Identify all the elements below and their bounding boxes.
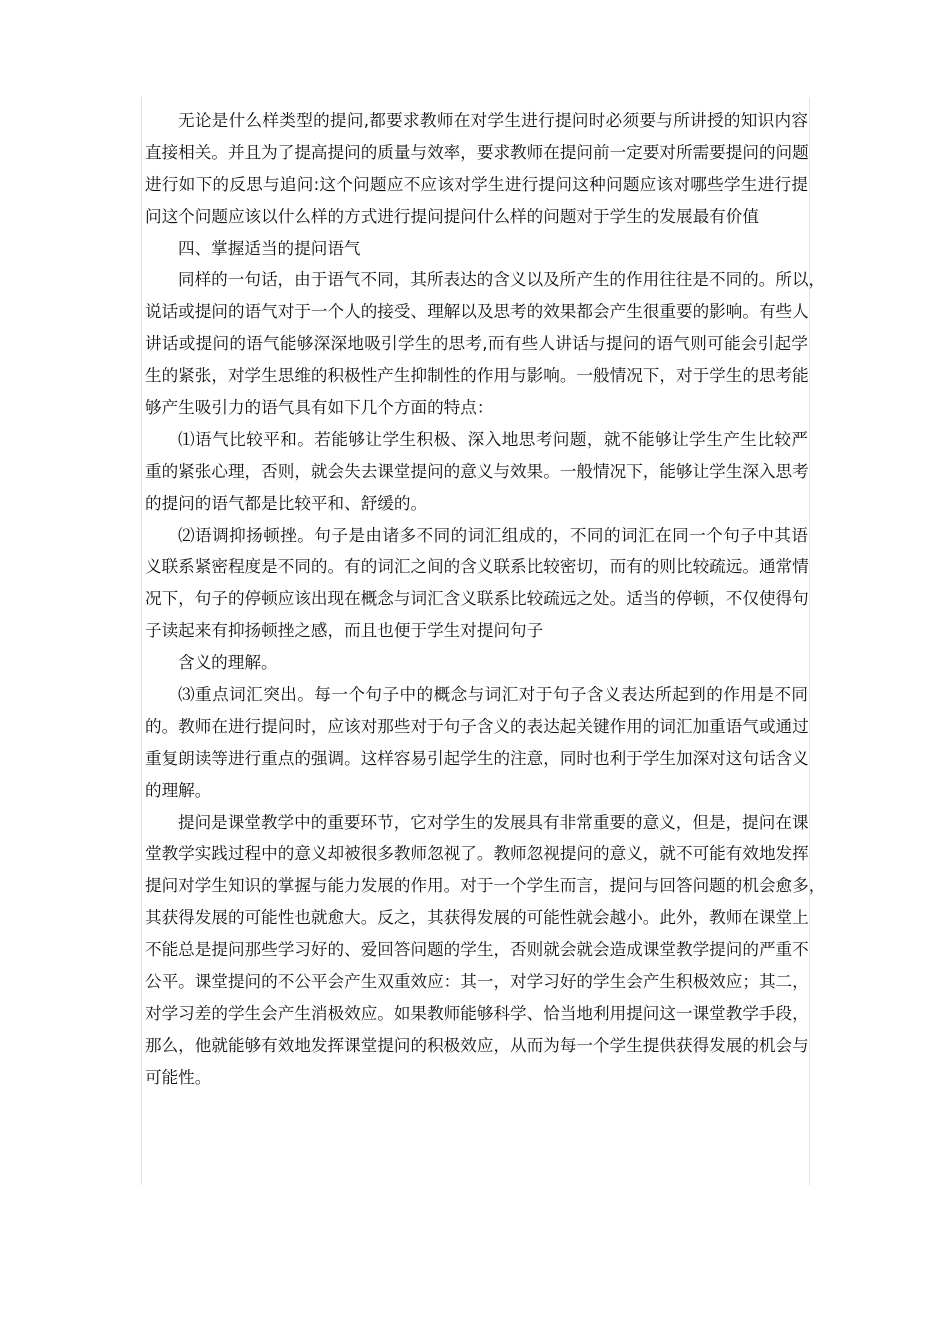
text-line: 其获得发展的可能性也就愈大。反之，其获得发展的可能性就会越小。此外，教师在课堂上	[145, 908, 809, 928]
paragraph	[145, 424, 808, 520]
text-line: 够产生吸引力的语气具有如下几个方面的特点：	[145, 398, 494, 418]
text-line: 提问对学生知识的掌握与能力发展的作用。对于一个学生而言，提问与回答问题的机会愈多，	[145, 876, 826, 896]
text-line: 况下，句子的停顿应该出现在概念与词汇含义联系比较疏远之处。适当的停顿，不仅使得句	[145, 589, 809, 609]
paragraph	[145, 647, 808, 679]
text-line: 生的紧张，对学生思维的积极性产生抑制性的作用与影响。一般情况下，对于学生的思考能	[145, 366, 809, 386]
text-line: 的。教师在进行提问时，应该对那些对于句子含义的表达起关键作用的词汇加重语气或通过	[145, 716, 809, 736]
text-line: 子读起来有抑扬顿挫之感，而且也便于学生对提问句子	[145, 621, 544, 641]
text-line: 重复朗读等进行重点的强调。这样容易引起学生的注意，同时也利于学生加深对这句话含义	[145, 748, 809, 768]
text-line: 义联系紧密程度是不同的。有的词汇之间的含义联系比较密切，而有的则比较疏远。通常情	[145, 557, 809, 577]
paragraph	[145, 105, 808, 233]
text-line: 含义的理解。	[178, 653, 278, 673]
paragraph	[145, 520, 808, 648]
text-line: 不能总是提问那些学习好的、爱回答问题的学生，否则就会就会造成课堂教学提问的严重不	[145, 940, 809, 960]
text-line: 进行如下的反思与追问:这个问题应不应该对学生进行提问这种问题应该对哪些学生进行提	[145, 174, 808, 194]
text-line: 公平。课堂提问的不公平会产生双重效应：其一，对学习好的学生会产生积极效应；其二，	[145, 972, 809, 992]
section-heading	[145, 233, 808, 265]
text-line: 无论是什么样类型的提问,都要求教师在对学生进行提问时必须要与所讲授的知识内容	[178, 111, 808, 130]
text-line: 提问是课堂教学中的重要环节，它对学生的发展具有非常重要的意义，但是，提问在课	[178, 812, 809, 832]
text-line: 四、掌握适当的提问语气	[178, 238, 361, 258]
text-line: ⑵语调抑扬顿挫。句子是由诸多不同的词汇组成的，不同的词汇在同一个句子中其语	[178, 525, 808, 545]
text-line: 讲话或提问的语气能够深深地吸引学生的思考,而有些人讲话与提问的语气则可能会引起学	[145, 334, 808, 354]
text-line: 的理解。	[145, 780, 212, 800]
paragraph	[145, 679, 808, 807]
text-line: 对学习差的学生会产生消极效应。如果教师能够科学、恰当地利用提问这一课堂教学手段，	[145, 1003, 809, 1023]
text-line: ⑶重点词汇突出。每一个句子中的概念与词汇对于句子含义表达所起到的作用是不同	[178, 685, 808, 705]
text-line: 直接相关。并且为了提高提问的质量与效率，要求教师在提问前一定要对所需要提问的问题	[145, 142, 809, 162]
text-line: 那么，他就能够有效地发挥课堂提问的积极效应，从而为每一个学生提供获得发展的机会与	[145, 1035, 809, 1055]
paragraph	[145, 264, 826, 423]
text-line: 同样的一句话，由于语气不同，其所表达的含义以及所产生的作用往往是不同的。所以，	[178, 270, 826, 290]
text-line: 堂教学实践过程中的意义却被很多教师忽视了。教师忽视提问的意义，就不可能有效地发挥	[145, 844, 809, 864]
text-line: 的提问的语气都是比较平和、舒缓的。	[145, 493, 428, 513]
text-line: 说话或提问的语气对于一个人的接受、理解以及思考的效果都会产生很重要的影响。有些人	[145, 302, 809, 322]
text-line: ⑴语气比较平和。若能够让学生积极、深入地思考问题，就不能够让学生产生比较严	[178, 429, 808, 449]
text-line: 重的紧张心理，否则，就会失去课堂提问的意义与效果。一般情况下，能够让学生深入思考	[145, 461, 809, 481]
text-line: 问这个问题应该以什么样的方式进行提问提问什么样的问题对于学生的发展最有价值	[145, 206, 759, 226]
paragraph	[145, 807, 826, 1094]
document-body	[145, 105, 826, 1094]
text-line: 可能性。	[145, 1067, 212, 1087]
